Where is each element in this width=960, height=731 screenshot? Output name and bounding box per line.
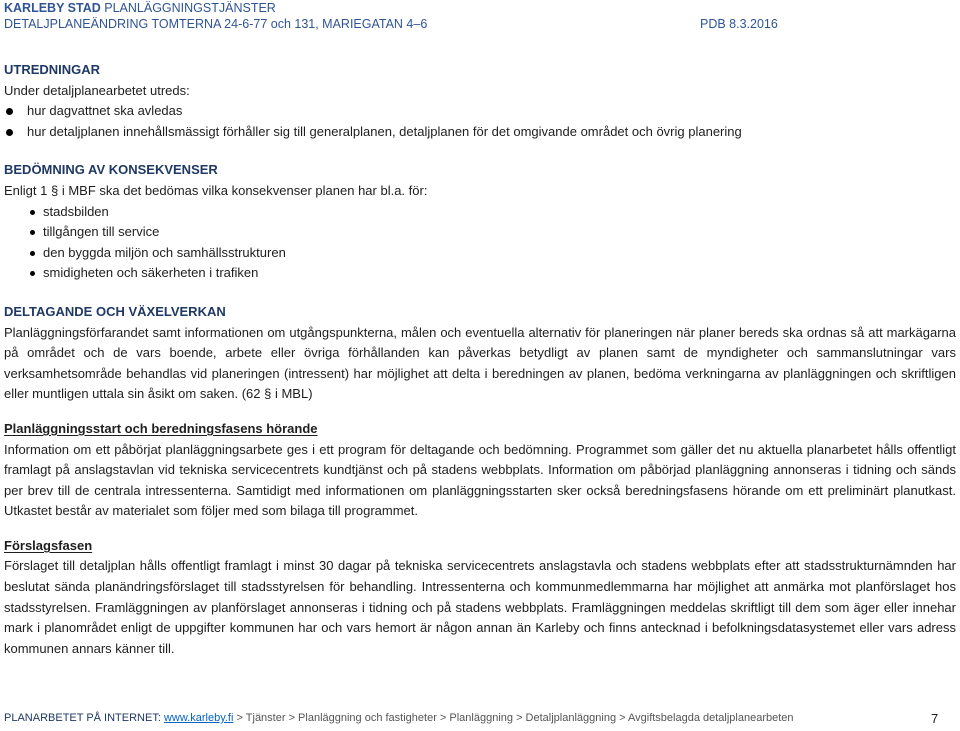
- footer-website-link[interactable]: www.karleby.fi: [163, 712, 234, 724]
- bedomning-list: [4, 202, 956, 284]
- bedomning-intro: Enligt 1 § i MBF ska det bedömas vilka konsekvenser planen har bl.a. för:: [4, 182, 428, 198]
- header-department: PLANLÄGGNINGSTJÄNSTER: [104, 1, 276, 15]
- header-org: KARLEBY STAD: [4, 1, 101, 15]
- header-project-title: DETALJPLANEÄNDRING TOMTERNA 24-6-77 och 131, MARIEGATAN 4–6: [4, 17, 428, 31]
- section-heading-bedomning: BEDÖMNING AV KONSEKVENSER: [4, 162, 218, 178]
- header-date: PDB 8.3.2016: [700, 17, 778, 31]
- footer: [4, 712, 794, 725]
- list-item: smidigheten och säkerheten i trafiken: [4, 263, 956, 284]
- footer-path: > Tjänster > Planläggning och fastigheter > Planläggning > Detaljplanläggning > Avgiftsbelagda detaljplanearbeten: [233, 712, 794, 724]
- utredningar-intro: Under detaljplanearbetet utreds:: [4, 82, 190, 98]
- list-item: hur dagvattnet ska avledas: [4, 101, 956, 122]
- deltagande-paragraph: Planläggningsförfarandet samt informationen om utgångspunkterna, målen och eventuella alternativ för planeringen när planer bereds ska ordnas så att markägarna på området och de vars boende, arbete eller övriga förhållanden kan påverkas betydligt av planen samt de myndigheter och sammanslutningar vars verksamhetsområde behandlas vid planeringen (intressent) har möjlighet att delta i beredningen av planen, bedöma verkningarna av planläggningen och skriftligen eller muntligen uttala sin åsikt om saken. (62 § i MBL): [4, 324, 956, 402]
- section-heading-utredningar: UTREDNINGAR: [4, 62, 101, 77]
- header-line-1: [4, 1, 276, 15]
- subheading-planstart: Planläggningsstart och beredningsfasens hörande: [4, 420, 318, 436]
- subheading-forslag: Förslagsfasen: [4, 537, 93, 553]
- utredningar-list: [4, 101, 956, 142]
- footer-label: PLANARBETET PÅ INTERNET:: [4, 712, 161, 724]
- forslag-paragraph: Förslaget till detaljplan hålls offentligt framlagt i minst 30 dagar på tekniska servicecentrets anslagstavla och stadens webbplats efter att stadsstrukturnämnden har beslutat sända planändringsförslaget till stadsstyrelsen för behandling. Intressenterna och kommunmedlemmarna har möjlighet att anmärka mot planförslaget hos stadsstyrelsen. Framläggningen av planförslaget annonseras i tidning och på stadens webbplats. Framläggningen meddelas skriftligt till dem som äger eller innehar mark i planområdet enligt de uppgifter kommunen har och vars hemort är någon annan än Karleby och finns antecknad i befolkningsdatasystemet eller vars adress kommunen annars känner till.: [4, 558, 956, 656]
- planstart-paragraph: Information om ett påbörjat planläggningsarbete ges i ett program för deltagande och bedömning. Programmet som gäller det nu aktuella planarbetet hålls offentligt framlagt på anslagstavlan vid tekniska servicecentrets kundtjänst och på stadens webbplats. Information om påbörjad planläggning annonseras i tidning och sänds per brev till de centrala intressenterna. Samtidigt med informationen om planläggningsstarten sker också beredningsfasens hörande om ett preliminärt planutkast. Utkastet består av materialet som följer med som bilaga till programmet.: [4, 441, 956, 519]
- list-item: stadsbilden: [4, 202, 956, 223]
- list-item: den byggda miljön och samhällsstrukturen: [4, 243, 956, 264]
- page-number: 7: [931, 711, 939, 726]
- list-item: tillgången till service: [4, 222, 956, 243]
- section-heading-deltagande: DELTAGANDE OCH VÄXELVERKAN: [4, 303, 226, 319]
- document-body: [4, 60, 956, 659]
- list-item: hur detaljplanen innehållsmässigt förhåller sig till generalplanen, detaljplanen för det omgivande området och övrig planering: [4, 122, 956, 143]
